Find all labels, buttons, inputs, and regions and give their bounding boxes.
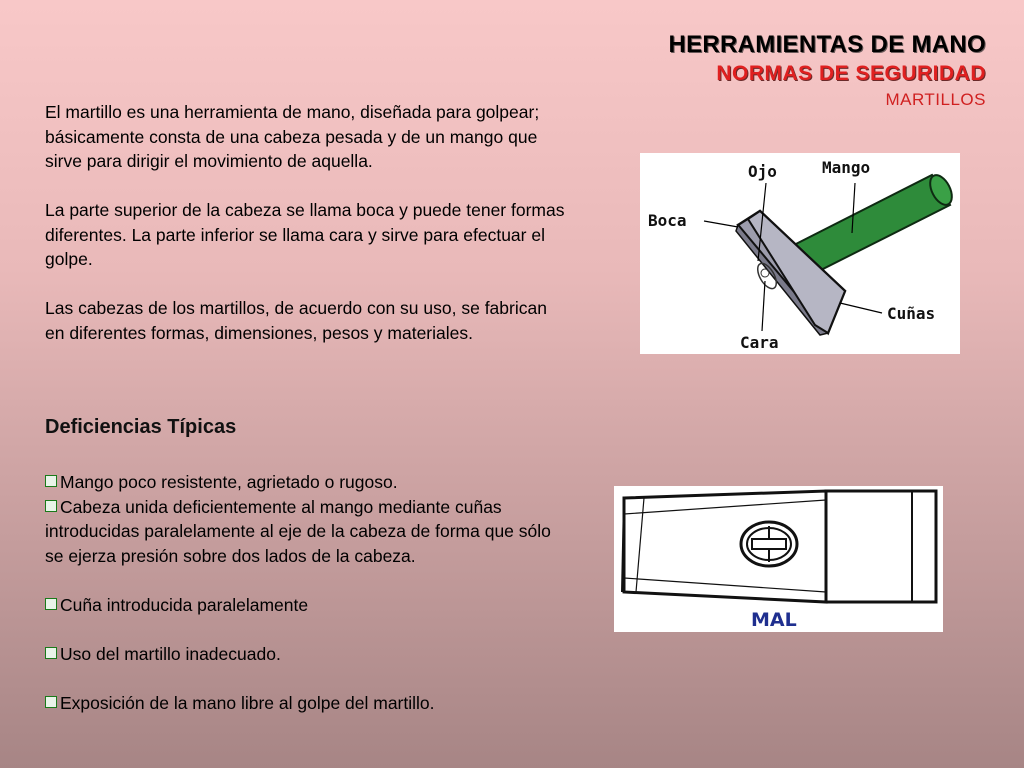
checkbox-bullet-icon bbox=[45, 696, 57, 708]
slide-subtitle: NORMAS DE SEGURIDAD bbox=[716, 62, 986, 85]
label-cunas: Cuñas bbox=[887, 304, 936, 323]
label-cara: Cara bbox=[740, 333, 779, 352]
intro-paragraph-1: El martillo es una herramienta de mano, diseñada para golpear; básicamente consta de una cabeza pesada y de un mango que sirve para dirigir el movimiento de aquella. bbox=[45, 102, 540, 171]
label-ojo: Ojo bbox=[748, 162, 777, 181]
wedge-diagram-svg bbox=[614, 486, 943, 632]
checkbox-bullet-icon bbox=[45, 598, 57, 610]
eye-wedge bbox=[741, 522, 797, 566]
hammer-diagram-svg bbox=[640, 153, 960, 354]
section-label: MARTILLOS bbox=[885, 90, 986, 109]
list-item: Cabeza unida deficientemente al mango mediante cuñas introducidas paralelamente al eje de la cabeza de forma que sólo se ejerza presión sobre dos lados de la cabeza. bbox=[45, 496, 551, 566]
deficiencias-title: Deficiencias Típicas bbox=[45, 416, 237, 438]
wedge-caption: MAL bbox=[751, 609, 797, 631]
intro-text bbox=[45, 100, 565, 370]
wedge-wrong-diagram bbox=[614, 486, 943, 632]
checkbox-bullet-icon bbox=[45, 647, 57, 659]
slide-title: HERRAMIENTAS DE MANO bbox=[668, 31, 986, 58]
deficiencias-list bbox=[45, 470, 565, 715]
intro-paragraph-2: La parte superior de la cabeza se llama boca y puede tener formas diferentes. La parte inferior se llama cara y sirve para efectuar el golpe. bbox=[45, 200, 565, 269]
slide-header bbox=[668, 30, 986, 112]
list-item: Uso del martillo inadecuado. bbox=[45, 642, 565, 667]
label-mango: Mango bbox=[822, 158, 871, 177]
label-boca: Boca bbox=[648, 211, 687, 230]
list-item: Exposición de la mano libre al golpe del martillo. bbox=[45, 691, 565, 716]
list-item: Cuña introducida paralelamente bbox=[45, 593, 565, 618]
hammer-parts-diagram bbox=[640, 153, 960, 354]
checkbox-bullet-icon bbox=[45, 475, 57, 487]
intro-paragraph-3: Las cabezas de los martillos, de acuerdo con su uso, se fabrican en diferentes formas, dimensiones, pesos y materiales. bbox=[45, 298, 547, 343]
checkbox-bullet-icon bbox=[45, 500, 57, 512]
list-item: Mango poco resistente, agrietado o rugoso. bbox=[45, 470, 565, 495]
